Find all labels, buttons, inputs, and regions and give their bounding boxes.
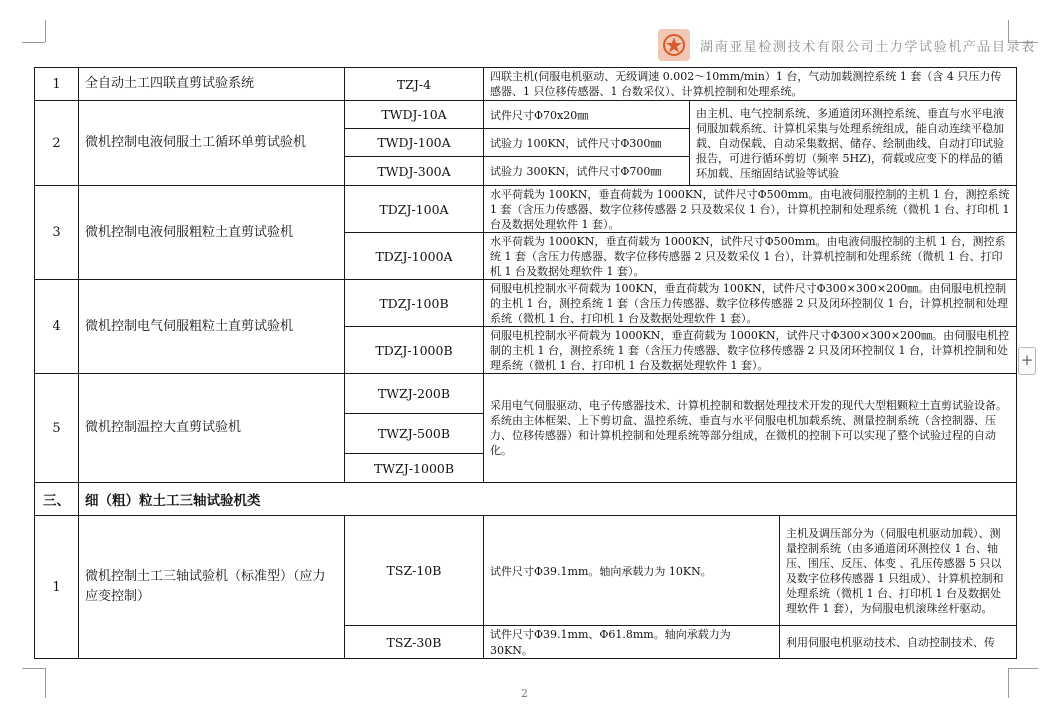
product-description: 利用伺服电机驱动技术、自动控制技术、传 [780, 626, 1017, 659]
product-model: TWDJ-300A [345, 157, 484, 186]
section-title: 细（粗）粒土工三轴试验机类 [79, 483, 1017, 516]
product-spec: 试件尺寸Φ39.1mm。轴向承载力为 10KN。 [484, 516, 780, 626]
product-name: 全自动土工四联直剪试验系统 [79, 68, 345, 101]
product-description: 采用电气伺服驱动、电子传感器技术、计算机控制和数据处理技术开发的现代大型粗颗粒土直剪试验设备。系统由主体框架、上下剪切盒、温控系统、垂直与水平伺服电机加载系统、测量控制系统（含控制器、压力、位移传感器）和计算机控制和处理系统等部分组成，在微机的控制下可以实现了整个试验过程的自动化。 [484, 374, 1017, 483]
table-row [35, 374, 1017, 414]
product-spec: 试验力 100KN，试件尺寸Φ300㎜ [484, 129, 690, 157]
product-description: 水平荷载为 1000KN，垂直荷载为 1000KN，试件尺寸Φ500mm。由电液伺服控制的主机 1 台，测控系统 1 套（含压力传感器、数字位移传感器 2 只及数采仪 1 台），计算机控制和处理系统（微机 1 台、打印机 1 台及数据处理软件 1 套）。 [484, 233, 1017, 280]
product-description: 四联主机(伺服电机驱动、无级调速 0.002～10mm/min）1 台，气动加载测控系统 1 套（含 4 只压力传感器、1 只位移传感器、1 台数采仪）、计算机控制和处理系统。 [484, 68, 1017, 101]
product-model: TDZJ-100B [345, 280, 484, 327]
product-model: TSZ-10B [345, 516, 484, 626]
crop-mark [22, 42, 45, 43]
row-number: 1 [35, 516, 79, 659]
page-header [658, 28, 1036, 62]
product-name: 微机控制电液伺服粗粒土直剪试验机 [79, 186, 345, 280]
crop-mark [45, 20, 46, 42]
product-description: 水平荷载为 100KN，垂直荷载为 1000KN，试件尺寸Φ500mm。由电液伺服控制的主机 1 台，测控系统 1 套（含压力传感器、数字位移传感器 2 只及数采仪 1 台），计算机控制和处理系统（微机 1 台、打印机 1 台及数据处理软件 1 套）。 [484, 186, 1017, 233]
product-description: 伺服电机控制水平荷载为 1000KN，垂直荷载为 1000KN，试件尺寸Φ300×300×200㎜。由伺服电机控制的主机 1 台，测控系统 1 套（含压力传感器、数字位移传感器 2 只及闭环控制仪 1 台，计算机控制和处理系统（微机 1 台、打印机 1 台及数据处理软件 1 套）。 [484, 327, 1017, 374]
row-number: 1 [35, 68, 79, 101]
section-number: 三、 [35, 483, 79, 516]
product-model: TWZJ-1000B [345, 454, 484, 483]
product-description: 由主机、电气控制系统、多通道闭环测控系统、垂直与水平电液伺服加载系统、计算机采集与处理系统组成，能自动连续平稳加载、自动保载、自动采集数据、储存、绘制曲线、自动打印试验报告，可进行循环剪切（频率 5HZ)，荷载或应变下的样品的循环加载、压缩固结试验等试验 [690, 101, 1017, 186]
product-model: TZJ-4 [345, 68, 484, 101]
product-model: TWDJ-100A [345, 129, 484, 157]
table-row [35, 68, 1017, 101]
product-model: TDZJ-100A [345, 186, 484, 233]
page-number: 2 [521, 687, 528, 700]
row-number: 5 [35, 374, 79, 483]
product-model: TWDJ-10A [345, 101, 484, 129]
row-number: 2 [35, 101, 79, 186]
product-model: TDZJ-1000A [345, 233, 484, 280]
page-header-title: 湖南亚星检测技术有限公司土力学试验机产品目录表 [700, 39, 1036, 55]
product-description: 伺服电机控制水平荷载为 100KN，垂直荷载为 100KN，试件尺寸Φ300×300×200㎜。由伺服电机控制的主机 1 台，测控系统 1 套（含压力传感器、数字位移传感器 2 只及闭环控制仪 1 台，计算机控制和处理系统（微机 1 台、打印机 1 台及数据处理软件 1 套）。 [484, 280, 1017, 327]
table-row [35, 186, 1017, 233]
table-row [35, 280, 1017, 327]
product-name: 微机控制温控大直剪试验机 [79, 374, 345, 483]
product-catalog-table [34, 67, 1017, 659]
table-row [35, 101, 1017, 129]
product-spec: 试验力 300KN，试件尺寸Φ700㎜ [484, 157, 690, 186]
product-description: 主机及调压部分为（伺服电机驱动加载）、测量控制系统（由多通道闭环测控仪 1 台、轴压、围压、反压、体变 、孔压传感器 5 只以及数字位移传感器 1 只组成）、计算机控制和处理系统（微机 1 台、打印机 1 台及数据处理软件 1 套），为伺服电机滚珠丝杆驱动。 [780, 516, 1017, 626]
expand-button[interactable]: + [1018, 347, 1036, 375]
product-spec: 试件尺寸Φ70x20㎜ [484, 101, 690, 129]
product-model: TWZJ-200B [345, 374, 484, 414]
product-name: 微机控制土工三轴试验机（标准型）（应力应变控制） [79, 516, 345, 659]
section-header-row [35, 483, 1017, 516]
product-model: TDZJ-1000B [345, 327, 484, 374]
row-number: 4 [35, 280, 79, 374]
table-row [35, 516, 1017, 626]
row-number: 3 [35, 186, 79, 280]
product-spec: 试件尺寸Φ39.1mm、Φ61.8mm。轴向承载力为 30KN。 [484, 626, 780, 659]
product-name: 微机控制电气伺服粗粒土直剪试验机 [79, 280, 345, 374]
company-star-logo-icon [658, 29, 690, 61]
product-name: 微机控制电液伺服土工循环单剪试验机 [79, 101, 345, 186]
product-model: TSZ-30B [345, 626, 484, 659]
product-model: TWZJ-500B [345, 414, 484, 454]
crop-mark [1008, 668, 1038, 669]
crop-mark [22, 668, 45, 669]
